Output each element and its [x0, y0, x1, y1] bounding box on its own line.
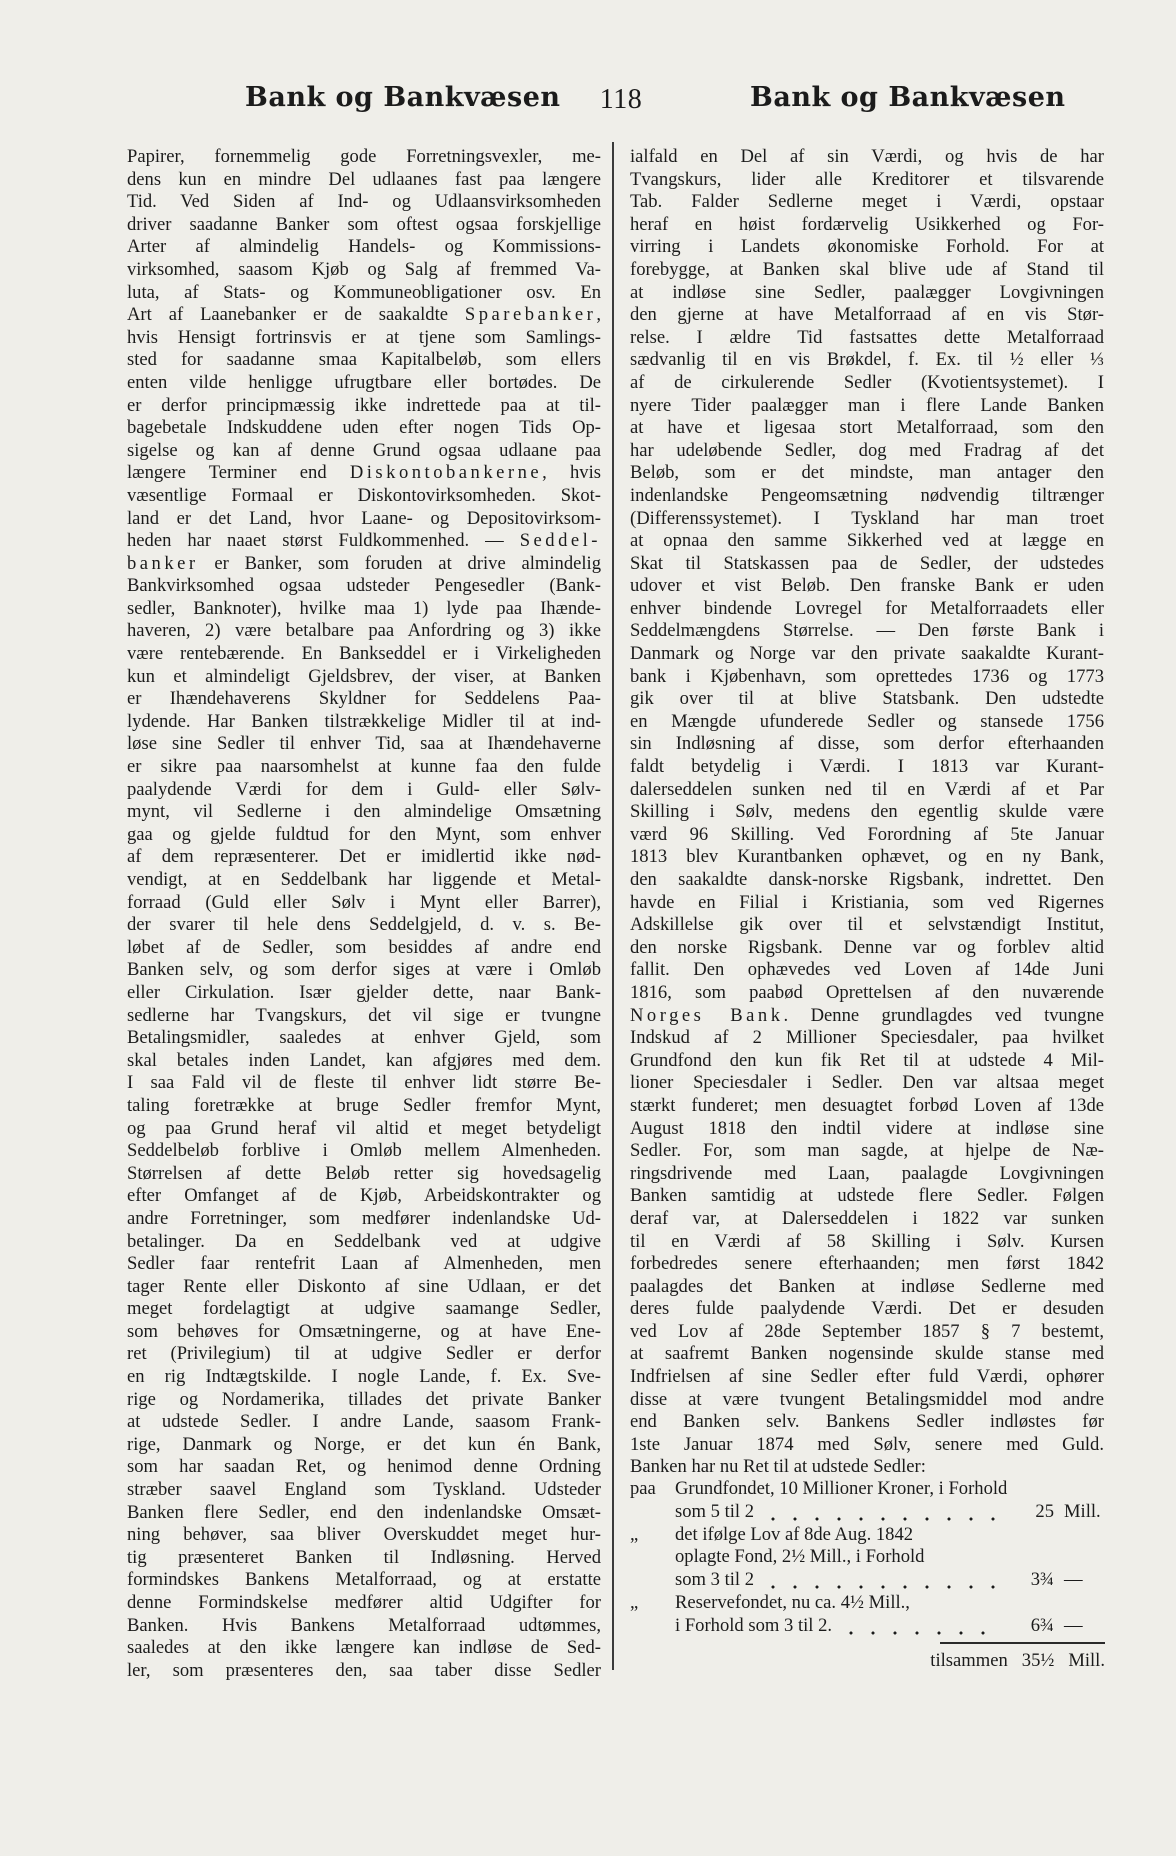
text-segment: længere Terminer end	[127, 462, 350, 484]
text-line: denne Formindskelse medfører altid Udgifter for	[127, 1592, 601, 1613]
row-line-text: som 3 til 2	[675, 1569, 755, 1591]
text-line: hvis Hensigt fortrinsvis er at tjene som Samlings-	[127, 326, 601, 348]
text-line: saaledes at den ikke længere kan indløse de Sed-	[127, 1637, 601, 1659]
text-line: indenlandske Pengeomsætning nødvendig tiltrænger	[630, 484, 1104, 506]
row-line	[675, 1524, 1104, 1547]
dot-leader	[762, 1569, 1000, 1592]
text-line: at indløse sine Sedler, paalægger Lovgivningen	[630, 281, 1104, 303]
row-line	[675, 1546, 1104, 1569]
text-line: ler, som præsenteres den, saa taber disse Sedler	[127, 1659, 601, 1681]
spaced-term: Seddel-	[519, 530, 601, 552]
text-line: sædvanlig til en vis Brøkdel, f. Ex. til ½ eller ⅓	[630, 349, 1104, 371]
text-line: rige og Nordamerika, tillades det private Banker	[127, 1388, 601, 1410]
row-line-text: som 5 til 2	[675, 1500, 755, 1522]
row-line	[675, 1501, 1104, 1524]
text-line: Adskillelse gik over til et selvstændigt Institut,	[630, 914, 1104, 936]
text-line: ialfald en Del af sin Værdi, og hvis de har	[630, 146, 1104, 167]
text-line: ning behøver, saa bliver Overskuddet meget hur-	[127, 1524, 601, 1546]
amount-unit: Mill.	[1064, 1500, 1101, 1522]
spaced-term: Diskontobankerne	[349, 462, 543, 484]
text-line: ret (Privilegium) til at udgive Sedler er derfor	[127, 1343, 601, 1365]
amount-unit: —	[1064, 1569, 1083, 1591]
text-line: Tvangskurs, lider alle Kreditorer et tilsvarende	[630, 168, 1104, 190]
text-line: 1ste Januar 1874 med Sølv, senere med Guld.	[630, 1433, 1104, 1455]
text-line: Skat til Statskassen paa de Sedler, der udstedes	[630, 552, 1104, 574]
text-line: bank i Kjøbenhavn, som oprettedes 1736 og 1773	[630, 665, 1104, 687]
text-line: haveren, 2) være betalbare paa Anfordring og 3) ikke	[127, 620, 601, 642]
text-line: Grundfond den kun fik Ret til at udstede 4 Mil-	[630, 1049, 1104, 1071]
text-line: driver saadanne Banker som oftest ogsaa forskjellige	[127, 213, 601, 235]
row-marker: paa	[630, 1478, 656, 1499]
text-line: er sikre paa naarsomhelst at kunne faa den fulde	[127, 756, 601, 778]
text-line: Indfrielsen af sine Sedler efter fuld Værdi, ophører	[630, 1366, 1104, 1388]
total-unit: Mill.	[1068, 1650, 1105, 1671]
text-line: er derfor principmæssig ikke indrettede paa at til-	[127, 394, 601, 416]
text-line: den saakaldte dansk-norske Rigsbank, indrettet. Den	[630, 869, 1104, 890]
row-line-text: Grundfondet, 10 Millioner Kroner, i Forhold	[675, 1478, 1008, 1499]
text-line: fallit. Den ophævedes ved Loven af 14de Juni	[630, 959, 1104, 981]
text-segment: ,	[596, 304, 601, 326]
text-line: paalydende Værdi for dem i Guld- eller Sølv-	[127, 778, 601, 800]
text-line: efter Omfanget af de Kjøb, Arbeidskontrakter og	[127, 1185, 601, 1207]
text-line: sedler, Banknoter), hvilke maa 1) lyde paa Ihænde-	[127, 597, 601, 619]
table-row	[630, 1592, 1104, 1638]
text-line: 1813 blev Kurantbanken ophævet, og en ny Bank,	[630, 846, 1104, 868]
text-line: væsentlige Formaal er Diskontovirksomheden. Skot-	[127, 484, 601, 506]
text-line: relse. I ældre Tid fastsattes dette Metalforraad	[630, 326, 1104, 348]
text-line: sigelse og kan af denne Grund ogsaa udlaane paa	[127, 439, 601, 461]
amount-value: 6¾	[1030, 1614, 1054, 1636]
text-line: løbet af de Sedler, som besiddes af andre end	[127, 936, 601, 958]
text-line: at saafremt Banken nogensinde skulde stanse med	[630, 1343, 1104, 1365]
text-segment: , hvis	[542, 462, 601, 484]
column-divider	[612, 142, 614, 1670]
text-line: deres fulde paalydende Værdi. Det er desuden	[630, 1298, 1104, 1320]
text-line: sin Indløsning af disse, som derfor efterhaanden	[630, 733, 1104, 755]
amount-value: 25	[1035, 1500, 1054, 1522]
dot-leader	[840, 1615, 1000, 1638]
text-line: som behøves for Omsætningerne, og at have Ene-	[127, 1320, 601, 1342]
text-line: Banken. Hvis Bankens Metalforraad udtømmes,	[127, 1614, 601, 1636]
spaced-term: Norges Bank	[630, 1004, 784, 1026]
text-segment: . Denne grundlagdes ved tvungne	[783, 1004, 1104, 1026]
text-line: enhver bindende Lovregel for Metalforraadets eller	[630, 597, 1104, 619]
text-line: til en Værdi af 58 Skilling i Sølv. Kursen	[630, 1230, 1104, 1252]
text-line: forbedredes senere efterhaanden; men først 1842	[630, 1253, 1104, 1275]
text-line: Størrelsen af dette Beløb retter sig hovedsagelig	[127, 1162, 601, 1184]
text-line	[127, 530, 601, 553]
text-line: af de cirkulerende Sedler (Kvotientsystemet). I	[630, 371, 1104, 393]
text-line	[127, 304, 601, 327]
text-line: kun et almindeligt Gjeldsbrev, der viser, at Banken	[127, 665, 601, 687]
right-text-column	[630, 146, 1104, 1479]
text-line: sedlerne har Tvangskurs, det vil sige er tvungne	[127, 1004, 601, 1026]
text-line: Sedler. For, som man sagde, at hjelpe de Næ-	[630, 1140, 1104, 1162]
total-label: tilsammen	[930, 1650, 1008, 1671]
text-line: stræber saavel England som Tyskland. Udsteder	[127, 1479, 601, 1501]
text-line: og paa Grund heraf vil altid et meget betydeligt	[127, 1117, 601, 1139]
text-line: bagebetale Indskuddene uden efter nogen Tids Op-	[127, 417, 601, 439]
text-line: eller Cirkulation. Især gjelder dette, naar Bank-	[127, 981, 601, 1003]
text-line: Seddelbeløb forblive i Omløb mellem Almenheden.	[127, 1140, 601, 1162]
text-line: Betalingsmidler, saaledes at enhver Gjeld, som	[127, 1027, 601, 1049]
text-line: rige, Danmark og Norge, er det kun én Bank,	[127, 1433, 601, 1455]
running-head-left: Bank og Bankvæsen	[245, 82, 561, 113]
text-line: (Differenssystemet). I Tyskland har man troet	[630, 507, 1104, 529]
text-line: andre Forretninger, som medfører indenlandske Ud-	[127, 1207, 601, 1229]
text-segment: Art af Laanebanker er de saakaldte	[127, 304, 465, 326]
text-line: paalagdes det Banken at indløse Sedlerne med	[630, 1275, 1104, 1297]
text-segment: er Banker, som foruden at drive almindelig	[198, 552, 601, 574]
text-line: vendigt, at en Seddelbank har liggende et Metal-	[127, 869, 601, 890]
text-line: en rig Indtægtskilde. I nogle Lande, f. Ex. Sve-	[127, 1366, 601, 1388]
text-line: Sedler faar rentefrit Laan af Almenheden, men	[127, 1253, 601, 1275]
text-line: løse sine Sedler til enhver Tid, saa at Ihændehaverne	[127, 733, 601, 755]
amount-value: 3¾	[1030, 1569, 1054, 1591]
text-line: Bankvirksomhed ogsaa udsteder Pengesedler (Bank-	[127, 575, 601, 597]
text-line: Papirer, fornemmelig gode Forretningsvexler, me-	[127, 146, 601, 167]
text-line: skal betales inden Landet, kan afgjøres med dem.	[127, 1049, 601, 1071]
text-line: en Mængde ufunderede Sedler og stansede 1756	[630, 710, 1104, 732]
text-line: Banken flere Sedler, end den indenlandske Omsæt-	[127, 1501, 601, 1523]
left-text-column	[127, 146, 601, 1682]
text-line: sted for saadanne smaa Kapitalbeløb, som ellers	[127, 349, 601, 371]
spaced-term: Sparebanker	[464, 304, 597, 326]
text-line	[127, 553, 601, 576]
text-line: er Ihændehaverens Skyldner for Seddelens Paa-	[127, 688, 601, 710]
row-line	[675, 1592, 1104, 1615]
text-line: ved Lov af 28de September 1857 § 7 bestemt,	[630, 1320, 1104, 1342]
text-line: end Banken selv. Bankens Sedler indløstes før	[630, 1411, 1104, 1433]
text-line: taling foretrække at bruge Sedler fremfor Mynt,	[127, 1094, 601, 1116]
text-line: enten vilde henligge ufrugtbare eller bortødes. De	[127, 371, 601, 393]
text-line: land er det Land, hvor Laane- og Depositovirksom-	[127, 507, 601, 529]
total-amount: 35½	[1021, 1650, 1055, 1671]
text-line: være rentebærende. En Bankseddel er i Virkeligheden	[127, 643, 601, 665]
text-line: ringsdrivende med Laan, paalagde Lovgivningen	[630, 1162, 1104, 1184]
text-line: Seddelmængdens Størrelse. — Den første Bank i	[630, 620, 1104, 642]
text-line: formindskes Bankens Metalforraad, og at erstatte	[127, 1569, 601, 1591]
text-line: som har saadan Ret, og henimod denne Ordning	[127, 1456, 601, 1478]
text-line	[630, 1005, 1104, 1028]
note-issuance-table	[630, 1478, 1104, 1638]
text-line: forraad (Guld eller Sølv i Mynt eller Barrer),	[127, 891, 601, 913]
text-line: at have et ligesaa stort Metalforraad, som den	[630, 417, 1104, 439]
text-line: nyere Tider paalægger man i flere Lande Banken	[630, 394, 1104, 416]
text-line: værd 96 Skilling. Ved Forordning af 5te Januar	[630, 823, 1104, 845]
text-line: lydende. Har Banken tilstrækkelige Midler til at ind-	[127, 710, 601, 732]
text-line: deraf var, at Dalerseddelen i 1822 var sunken	[630, 1207, 1104, 1229]
text-line: I saa Fald vil de fleste til enhver lidt større Be-	[127, 1072, 601, 1094]
text-line: luta, af Stats- og Kommuneobligationer osv. En	[127, 281, 601, 303]
row-line-text: Reservefondet, nu ca. 4½ Mill.,	[675, 1591, 910, 1613]
text-line: af dem repræsenterer. Det er imidlertid ikke nød-	[127, 846, 601, 868]
row-line-text: det ifølge Lov af 8de Aug. 1842	[675, 1523, 914, 1545]
table-row	[630, 1524, 1104, 1592]
text-line: tig præsenteret Banken til Indløsning. Herved	[127, 1546, 601, 1568]
text-line: virring i Landets økonomiske Forhold. For at	[630, 236, 1104, 258]
row-line	[675, 1478, 1104, 1501]
text-line: Tab. Falder Sedlerne meget i Værdi, opstaar	[630, 191, 1104, 213]
text-segment: heden har naaet størst Fuldkommenhed. —	[127, 530, 520, 552]
text-line: lioner Speciesdaler i Sedler. Den var altsaa meget	[630, 1072, 1104, 1094]
text-line: Beløb, som er det mindste, man antager den	[630, 462, 1104, 484]
text-line: dens kun en mindre Del udlaanes fast paa længere	[127, 168, 601, 190]
text-line: Banken har nu Ret til at udstede Sedler:	[630, 1456, 926, 1478]
row-line	[675, 1569, 1104, 1592]
row-line	[675, 1615, 1104, 1638]
text-line: der svarer til hele dens Seddelgjeld, d. v. s. Be-	[127, 914, 601, 936]
page-number: 118	[599, 84, 643, 115]
text-line: Arter af almindelig Handels- og Kommissions-	[127, 236, 601, 258]
sum-rule	[940, 1642, 1105, 1644]
text-line: heraf en høist fordærvelig Usikkerhed og For-	[630, 213, 1104, 235]
text-line: Banken selv, og som derfor siges at være i Omløb	[127, 959, 601, 981]
table-row	[630, 1478, 1104, 1524]
row-line-text: oplagte Fond, 2½ Mill., i Forhold	[675, 1546, 925, 1568]
text-line: 1816, som paabød Oprettelsen af den nuværende	[630, 981, 1104, 1003]
text-line: gaa og gjelde fuldtud for den Mynt, som enhver	[127, 823, 601, 845]
row-amount	[1008, 1615, 1104, 1638]
text-line: Banken samtidig at udstede flere Sedler. Følgen	[630, 1185, 1104, 1207]
amount-unit: —	[1064, 1614, 1083, 1636]
row-amount	[1008, 1569, 1104, 1592]
text-line: gik over til at blive Statsbank. Den udstedte	[630, 688, 1104, 710]
text-line: virksomhed, saasom Kjøb og Salg af fremmed Va-	[127, 258, 601, 280]
spaced-term: banker	[127, 552, 199, 574]
text-line: betalinger. Da en Seddelbank ved at udgive	[127, 1230, 601, 1252]
text-line: har udeløbende Sedler, dog med Fradrag af det	[630, 439, 1104, 461]
text-line	[127, 462, 601, 485]
row-marker: „	[630, 1591, 639, 1613]
text-line: faldt betydelig i Værdi. I 1813 var Kurant-	[630, 756, 1104, 778]
total-row	[890, 1650, 1105, 1672]
text-line: Danmark og Norge var den private saakaldte Kurant-	[630, 643, 1104, 665]
row-amount	[1008, 1501, 1104, 1524]
text-line: udover et vist Beløb. Den franske Bank er uden	[630, 575, 1104, 597]
text-line: Skilling i Sølv, medens den egentlig skulde være	[630, 801, 1104, 823]
row-marker: „	[630, 1523, 639, 1545]
text-line: dalerseddelen sunken ned til en Værdi af et Par	[630, 778, 1104, 800]
row-text	[675, 1592, 1104, 1638]
text-line: August 1818 den indtil videre at indløse sine	[630, 1117, 1104, 1139]
text-line: forebygge, at Banken skal blive ude af Stand til	[630, 258, 1104, 280]
text-line: meget fordelagtigt at udgive saamange Sedler,	[127, 1298, 601, 1320]
text-line: tager Rente eller Diskonto af sine Udlaan, er det	[127, 1275, 601, 1297]
text-line: Indskud af 2 Millioner Speciesdaler, paa hvilket	[630, 1027, 1104, 1049]
text-line: stærkt funderet; men desuagtet forbød Loven af 13de	[630, 1094, 1104, 1116]
row-text	[675, 1478, 1104, 1524]
text-line: havde en Filial i Kristiania, som ved Rigernes	[630, 891, 1104, 913]
text-line: mynt, vil Sedlerne i den almindelige Omsætning	[127, 801, 601, 823]
row-line-text: i Forhold som 3 til 2.	[675, 1614, 833, 1636]
text-line: den gjerne at have Metalforraad af en vis Stør-	[630, 304, 1104, 326]
dot-leader	[762, 1501, 1000, 1524]
row-text	[675, 1524, 1104, 1592]
text-line: den norske Rigsbank. Denne var og forblev altid	[630, 936, 1104, 958]
text-line: at opnaa den samme Sikkerhed ved at lægge en	[630, 530, 1104, 552]
text-line: disse at være tvungent Betalingsmiddel mod andre	[630, 1388, 1104, 1410]
text-line: at udstede Sedler. I andre Lande, saasom Frank-	[127, 1411, 601, 1433]
running-head-right: Bank og Bankvæsen	[750, 82, 1066, 113]
text-line: Tid. Ved Siden af Ind- og Udlaansvirksomheden	[127, 191, 601, 213]
